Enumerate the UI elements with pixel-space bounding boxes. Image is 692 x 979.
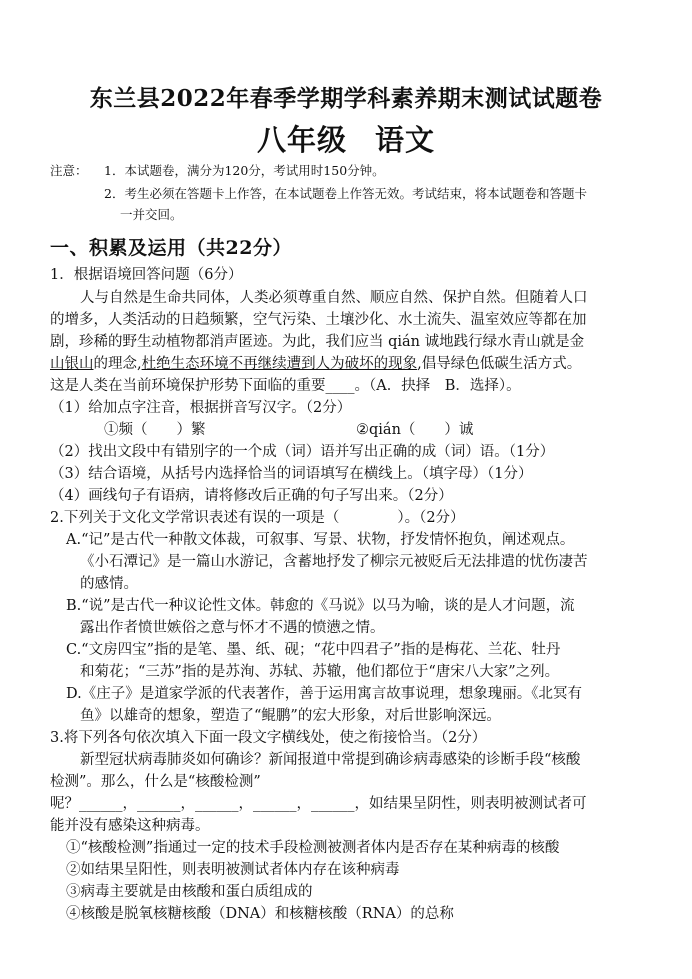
q2-option-b: B.“说”是古代一种议论性文体。韩愈的《马说》以马为喻，谈的是人才问题，流 — [66, 598, 575, 614]
q1-text: 的理念, — [93, 356, 142, 372]
grade-subject-title — [0, 118, 692, 159]
q2-option-a: A.“记”是古代一种散文体裁，可叙事、写景、状物，抒发情怀抱负，阐述观点。 — [66, 532, 575, 548]
q2-option-a: 《小石潭记》是一篇山水游记，含蓄地抒发了柳宗元被贬后无法排遣的忧伤凄苦 — [80, 554, 588, 570]
q1-sub-4: （4）画线句子有语病，请将修改后正确的句子写出来。（2分） — [50, 488, 453, 504]
q1-para-line: 人与自然是生命共同体，人类必须尊重自然、顺应自然、保护自然。但随着人口 — [80, 290, 588, 306]
q1-sub-1a: ①频（ ）繁 — [104, 422, 206, 438]
q3-para-line: 新型冠状病毒肺炎如何确诊？新闻报道中常提到确诊病毒感染的诊断手段“核酸 — [80, 752, 581, 768]
q3-para-line: 呢？______，______，______，______，______，如结果呈阴性，则表明被测试者可 — [50, 796, 587, 812]
section-heading: 一、积累及运用（共22分） — [50, 237, 292, 259]
q2-option-c: 和菊花；“三苏”指的是苏洵、苏轼、苏辙，他们都位于“唐宋八大家”之列。 — [80, 664, 560, 680]
q2-option-d: 鱼》以雄奇的想象，塑造了“鲲鹏”的宏大形象，对后世影响深远。 — [80, 708, 501, 724]
q3-para-line: 检测”。那么，什么是“核酸检测” — [50, 774, 261, 790]
q1-sub-1: （1）给加点字注音，根据拼音写汉字。（2分） — [50, 400, 352, 416]
q1-para-line — [50, 353, 581, 375]
underlined-phrase: 山银山 — [50, 356, 94, 372]
q1-heading: 1．根据语境回答问题（6分） — [50, 267, 243, 283]
q3-sentence-1: ①“核酸检测”指通过一定的技术手段检测被测者体内是否存在某种病毒的核酸 — [66, 840, 560, 856]
q1-text: ,倡导绿色低碳生活方式。 — [417, 356, 582, 372]
grade-label: 八年级 — [256, 123, 347, 157]
q1-sub-3: （3）结合语境，从括号内选择恰当的词语填写在横线上。（填字母）（1分） — [50, 466, 533, 482]
notes-label: 注意： — [50, 163, 88, 178]
q1-para-line: 的增多，人类活动的日趋频繁，空气污染、土壤沙化、水土流失、温室效应等都在加 — [50, 312, 587, 328]
underlined-sentence: 杜绝生态环境不再继续遭到人为破坏的现象 — [141, 356, 418, 372]
q2-heading: 2.下列关于文化文学常识表述有误的一项是（ ）。（2分） — [50, 510, 465, 526]
q1-para-line: 剧，珍稀的野生动植物都消声匿迹。为此，我们应当 qián 诚地践行绿水青山就是金 — [50, 334, 585, 350]
q2-option-b: 露出作者愤世嫉俗之意与怀才不遇的愤懑之情。 — [80, 620, 385, 636]
q1-sub-1b: ②qián（ ）诚 — [356, 422, 474, 438]
q2-option-a: 的感情。 — [80, 576, 138, 592]
exam-title: 东兰县2022年春季学期学科素养期末测试试题卷 — [89, 85, 603, 112]
q2-option-d: D.《庄子》是道家学派的代表著作，善于运用寓言故事说理，想象瑰丽。《北冥有 — [66, 686, 582, 702]
note-1: 1．本试题卷，满分为120分，考试用时150分钟。 — [104, 163, 385, 178]
q1-para-line: 这是人类在当前环境保护形势下面临的重要____。（A．抉择 B．选择）。 — [50, 378, 521, 394]
q3-para-line: 能并没有感染这种病毒。 — [50, 818, 210, 834]
q3-heading: 3.将下列各句依次填入下面一段文字横线处，使之衔接恰当。（2分） — [50, 730, 487, 746]
q3-sentence-4: ④核酸是脱氧核糖核酸（DNA）和核糖核酸（RNA）的总称 — [66, 906, 454, 922]
note-2: 2．考生必须在答题卡上作答，在本试题卷上作答无效。考试结束，将本试题卷和答题卡 — [104, 186, 587, 201]
q2-option-c: C.“文房四宝”指的是笔、墨、纸、砚；“花中四君子”指的是梅花、兰花、牡丹 — [66, 642, 561, 658]
note-2-cont: 一并交回。 — [120, 207, 183, 222]
subject-label: 语文 — [375, 123, 436, 157]
q3-sentence-3: ③病毒主要就是由核酸和蛋白质组成的 — [66, 884, 313, 900]
q1-sub-2: （2）找出文段中有错别字的一个成（词）语并写出正确的成（词）语。（1分） — [50, 444, 555, 460]
q3-sentence-2: ②如结果呈阳性，则表明被测试者体内存在该种病毒 — [66, 862, 400, 878]
